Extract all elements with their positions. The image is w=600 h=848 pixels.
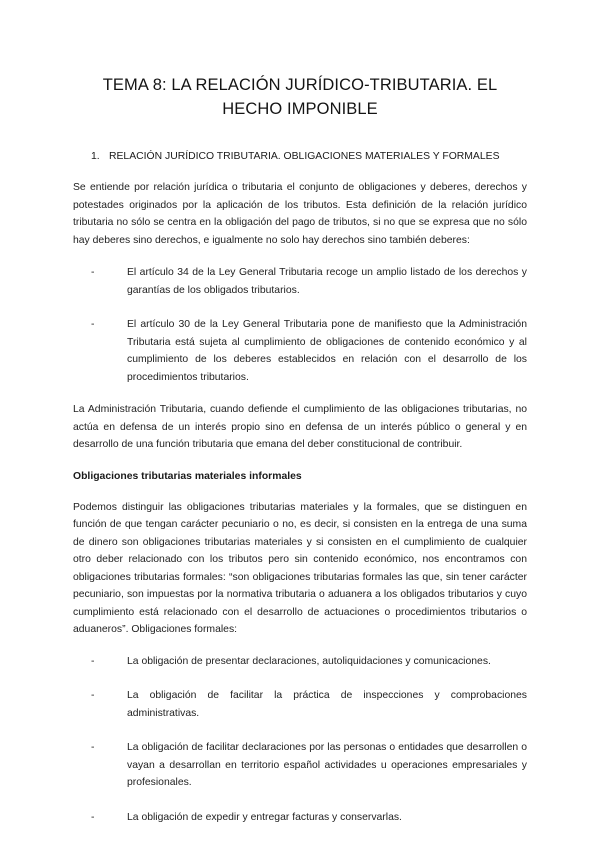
list-item xyxy=(91,687,527,722)
list-item-text: El artículo 30 de la Ley General Tributaria pone de manifiesto que la Administración Tributaria está sujeta al cumplimiento de obligaciones de contenido económico y al cumplimiento de los deberes establecidos en relación con el desarrollo de los procedimientos tributarios. xyxy=(127,319,527,383)
document-title: TEMA 8: LA RELACIÓN JURÍDICO-TRIBUTARIA. EL HECHO IMPONIBLE xyxy=(102,76,498,118)
list-item-text: La obligación de presentar declaraciones, autoliquidaciones y comunicaciones. xyxy=(127,655,491,667)
section-title: RELACIÓN JURÍDICO TRIBUTARIA. OBLIGACIONES MATERIALES Y FORMALES xyxy=(109,151,500,162)
list-item-text: La obligación de facilitar declaraciones por las personas o entidades que desarrollen o vayan a desarrollan en territorio español actividades u operaciones empresariales y profesionales. xyxy=(127,742,527,788)
dash-bullet: - xyxy=(91,811,95,823)
distinction-paragraph: Podemos distinguir las obligaciones tributarias materiales y la formales, que se distinguen en función de que tengan carácter pecuniario o no, es decir, si consisten en la entrega de una suma de dinero son obligaciones tributarias materiales y si consisten en el cumplimiento de cualquier otro deber relacionado con los tributos pero sin contenido económico, nos encontramos con obligaciones tributarias formales: “son obligaciones tributarias formales las que, sin tener carácter pecuniario, son impuestas por la normativa tributaria o aduanera a los obligados tributarios y cuyo cumplimiento está relacionado con el desarrollo de actuaciones o procedimientos tributarios o aduaneros”. Obligaciones formales: xyxy=(73,501,527,635)
list-item-text: El artículo 34 de la Ley General Tributaria recoge un amplio listado de los derechos y garantías de los obligados tributarios. xyxy=(127,267,527,296)
dash-bullet: - xyxy=(91,690,95,701)
dash-bullet: - xyxy=(91,267,95,278)
list-item xyxy=(91,809,527,827)
section-number: 1. xyxy=(91,151,100,162)
dash-bullet: - xyxy=(91,319,95,330)
dash-bullet: - xyxy=(91,655,95,667)
list-item xyxy=(91,653,527,671)
list-item xyxy=(91,316,527,386)
list-item-text: La obligación de facilitar la práctica de inspecciones y comprobaciones administrativas. xyxy=(127,690,527,719)
dash-bullet: - xyxy=(91,742,95,753)
subheading: Obligaciones tributarias materiales informales xyxy=(73,470,302,482)
admin-paragraph: La Administración Tributaria, cuando defiende el cumplimiento de las obligaciones tributarias, no actúa en defensa de un interés propio sino en defensa de un interés público o general y en desarrollo de una función tributaria que emana del deber constitucional de contribuir. xyxy=(73,404,527,450)
intro-paragraph: Se entiende por relación jurídica o tributaria el conjunto de obligaciones y deberes, derechos y potestades originados por la aplicación de los tributos. Esta definición de la relación jurídico tributaria no sólo se centra en la obligación del pago de tributos, si no que se expresa que no sólo hay deberes sino derechos, e igualmente no solo hay derechos sino también deberes: xyxy=(73,182,527,246)
list-item xyxy=(91,264,527,299)
formal-obligations-list xyxy=(73,653,527,827)
list-item-text: La obligación de expedir y entregar facturas y conservarlas. xyxy=(127,811,402,823)
list-item xyxy=(91,739,527,792)
section-heading xyxy=(73,150,527,164)
articles-list xyxy=(73,264,527,386)
